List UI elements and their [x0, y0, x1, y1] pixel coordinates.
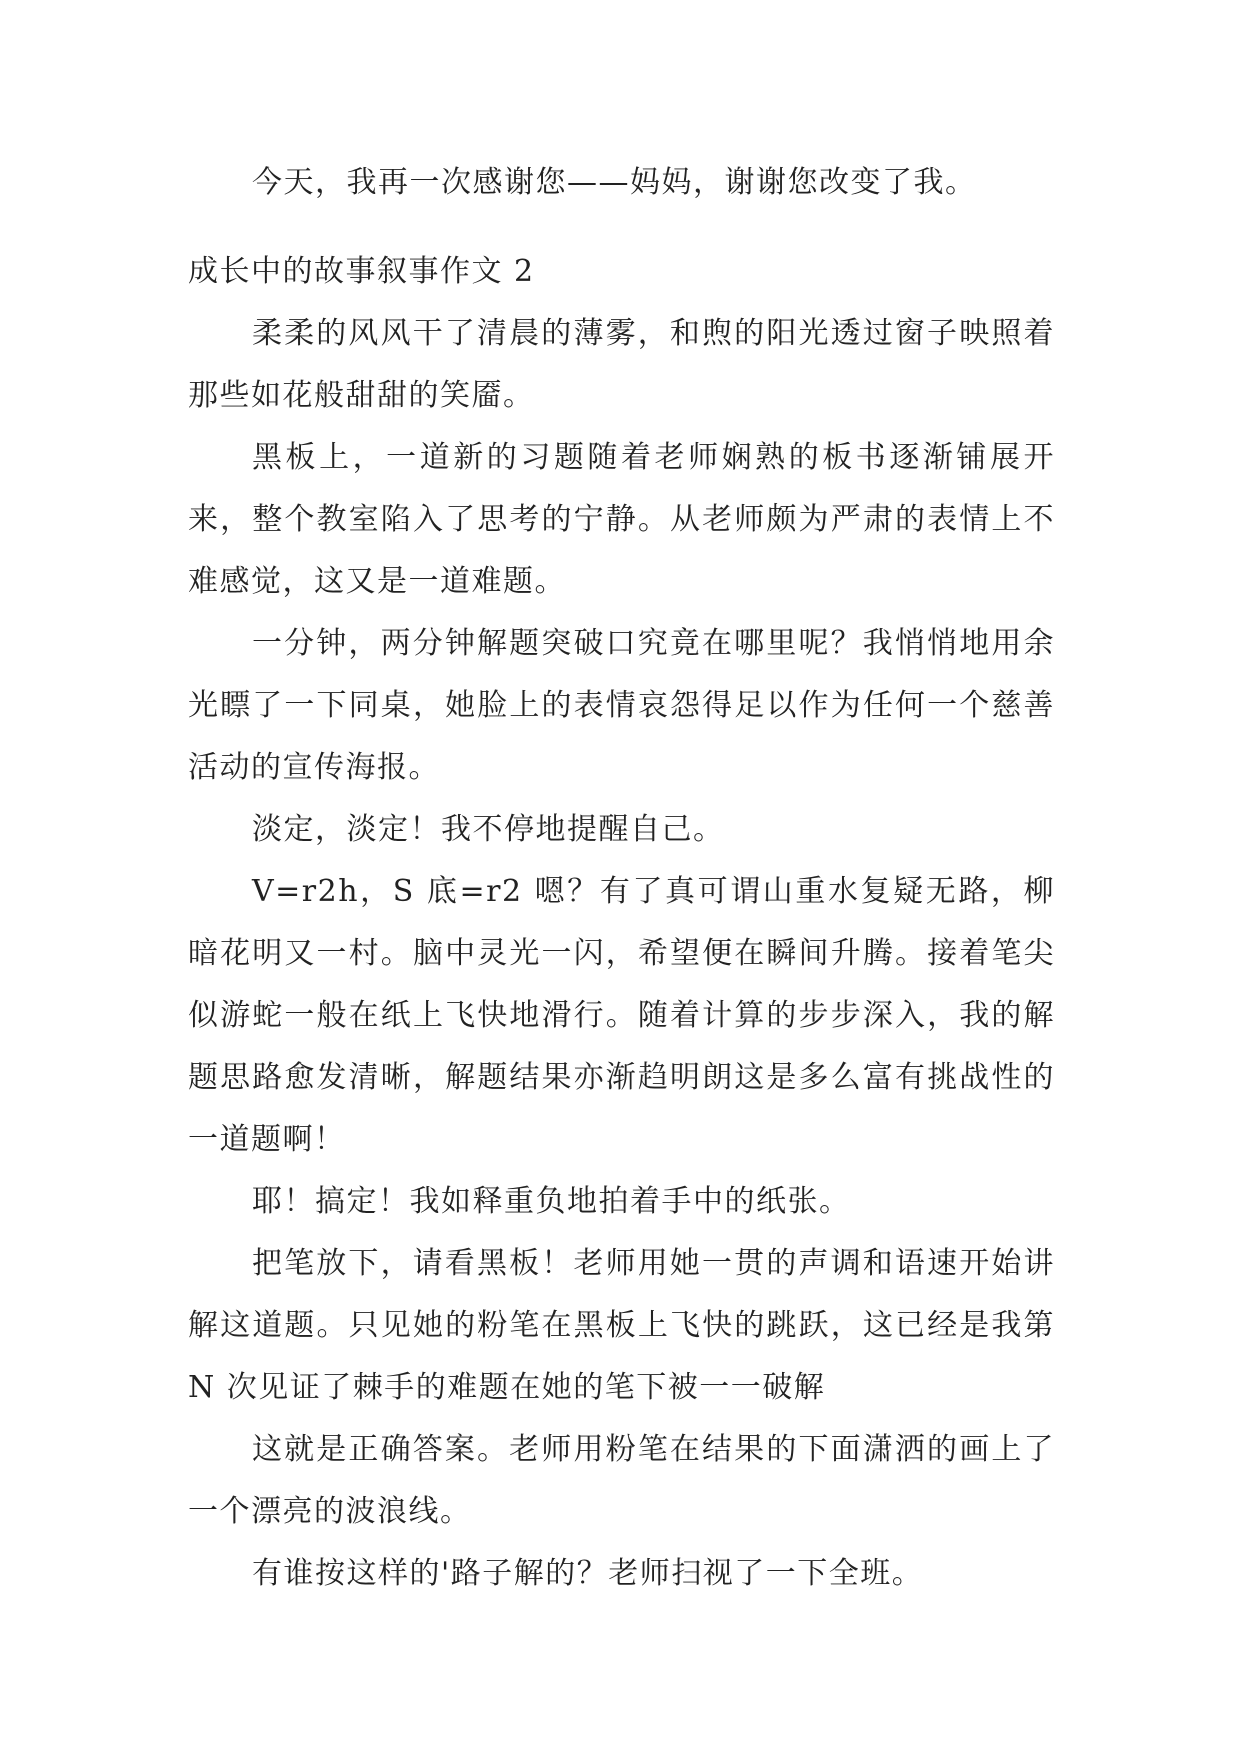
paragraph: 有谁按这样的'路子解的？老师扫视了一下全班。: [252, 1556, 924, 1591]
paragraph: V=r2h，S 底=r2 嗯？有了真可谓山重水复疑无路，柳暗花明又一村。脑中灵光一闪，希望便在瞬间升腾。接着笔尖似游蛇一般在纸上飞快地滑行。随着计算的步步深入，我的解题思路愈发清晰，解题结果亦渐趋明朗这是多么富有挑战性的一道题啊！: [188, 874, 1055, 1157]
intro-paragraph: 今天，我再一次感谢您——妈妈，谢谢您改变了我。: [252, 165, 977, 200]
paragraph: 一分钟，两分钟解题突破口究竟在哪里呢？我悄悄地用余光瞟了一下同桌，她脸上的表情哀怨得足以作为任何一个慈善活动的宣传海报。: [188, 626, 1055, 785]
paragraph: 把笔放下，请看黑板！老师用她一贯的声调和语速开始讲解这道题。只见她的粉笔在黑板上飞快的跳跃，这已经是我第 N 次见证了棘手的难题在她的笔下被一一破解: [188, 1246, 1055, 1405]
section-title: 成长中的故事叙事作文 2: [188, 254, 535, 289]
paragraph: 淡定，淡定！我不停地提醒自己。: [252, 812, 725, 847]
essay-section: [188, 241, 1055, 1605]
intro-block: [188, 152, 1055, 214]
paragraph: 这就是正确答案。老师用粉笔在结果的下面潇洒的画上了一个漂亮的波浪线。: [188, 1432, 1055, 1529]
paragraph: 柔柔的风风干了清晨的薄雾，和煦的阳光透过窗子映照着那些如花般甜甜的笑靥。: [188, 316, 1055, 413]
paragraph: 黑板上，一道新的习题随着老师娴熟的板书逐渐铺展开来，整个教室陷入了思考的宁静。从老师颇为严肃的表情上不难感觉，这又是一道难题。: [188, 440, 1055, 599]
paragraph: 耶！搞定！我如释重负地拍着手中的纸张。: [252, 1184, 851, 1219]
